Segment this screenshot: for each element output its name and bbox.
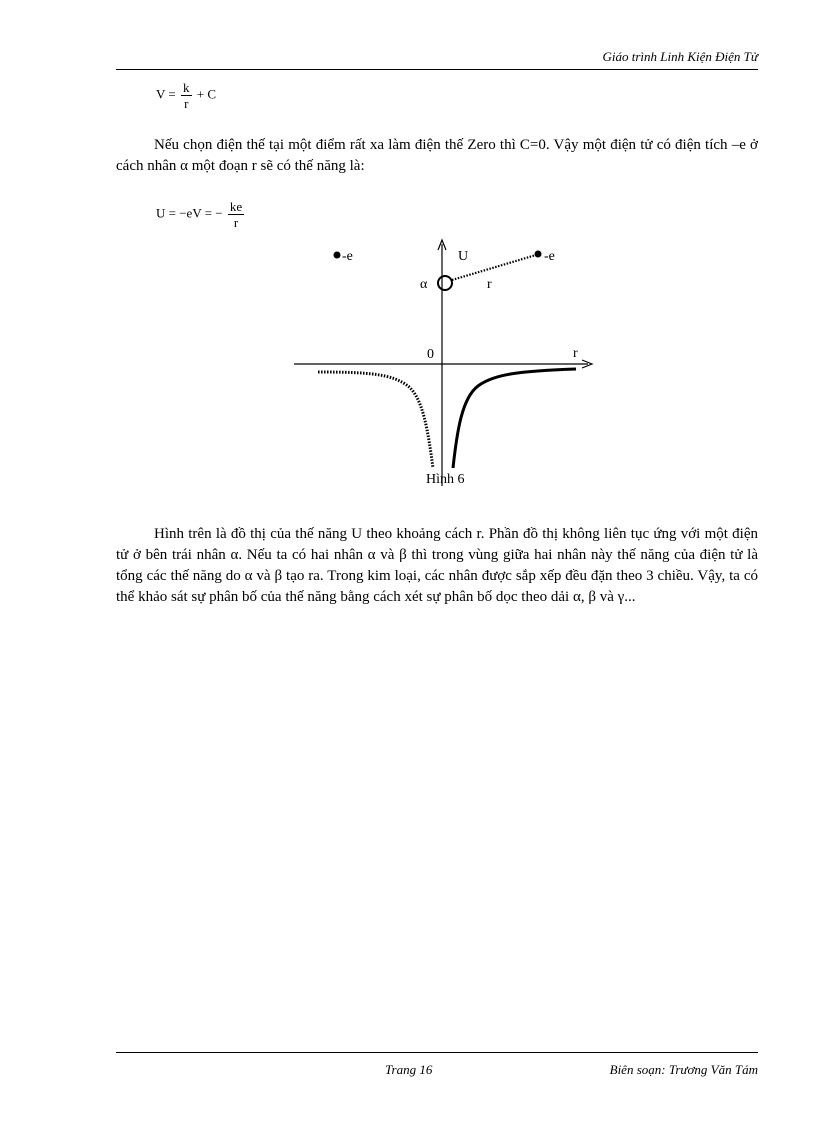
paragraph-graph-description: Hình trên là đồ thị của thế năng U theo khoảng cách r. Phần đồ thị không liên tục ứng với một điện tử ở bên trái nhân α. Nếu ta có hai nhân α và β thì trong vùng giữa hai nhân này thế năng của điện tử là tổng các thế năng do α và β tạo ra. Trong kim loại, các nhân được sắp xếp đều đặn theo 3 chiều. Vậy, ta có thể khảo sát sự phân bố của thế năng bằng cách xét sự phân bố dọc theo dải α, β và γ...	[116, 526, 758, 605]
u-axis-label: U	[458, 249, 469, 264]
nucleus-alpha-label: α	[420, 277, 428, 292]
paragraph-zero-potential: Nếu chọn điện thế tại một điểm rất xa làm điện thế Zero thì C=0. Vậy một điện tử có điện tích –e ở cách nhân α một đoạn r sẽ có thế năng là:	[116, 137, 758, 174]
potential-curve-right	[453, 369, 576, 468]
distance-r-label: r	[487, 277, 492, 292]
formula-energy-numerator: ke	[229, 199, 243, 214]
header-divider	[116, 69, 758, 70]
formula-energy	[156, 199, 246, 230]
potential-curve-left	[318, 372, 433, 468]
electron-right-label: -e	[544, 249, 555, 264]
formula-potential	[156, 80, 216, 111]
footer-author: Biên soạn: Trương Văn Tám	[609, 1062, 758, 1077]
header-title: Giáo trình Linh Kiện Điện Tử	[602, 49, 758, 64]
origin-label: 0	[427, 347, 434, 362]
electron-left-label: -e	[342, 249, 353, 264]
formula-energy-denominator: r	[233, 215, 239, 230]
figure-caption: Hình 6	[426, 472, 465, 487]
footer-divider	[116, 1052, 758, 1053]
electron-left-dot	[334, 252, 341, 259]
formula-potential-lhs: V =	[156, 86, 176, 102]
footer-page-number: Trang 16	[385, 1062, 433, 1077]
r-axis-label: r	[573, 346, 578, 361]
formula-potential-denominator: r	[184, 96, 189, 111]
potential-energy-figure	[280, 236, 610, 496]
nucleus-alpha-circle	[438, 276, 452, 290]
formula-energy-lhs: U = −eV = −	[156, 205, 223, 221]
formula-potential-numerator: k	[183, 80, 190, 95]
formula-potential-fraction	[181, 80, 192, 111]
electron-right-dot	[535, 251, 542, 258]
formula-energy-fraction	[228, 199, 244, 230]
formula-potential-rhs: + C	[196, 86, 217, 102]
